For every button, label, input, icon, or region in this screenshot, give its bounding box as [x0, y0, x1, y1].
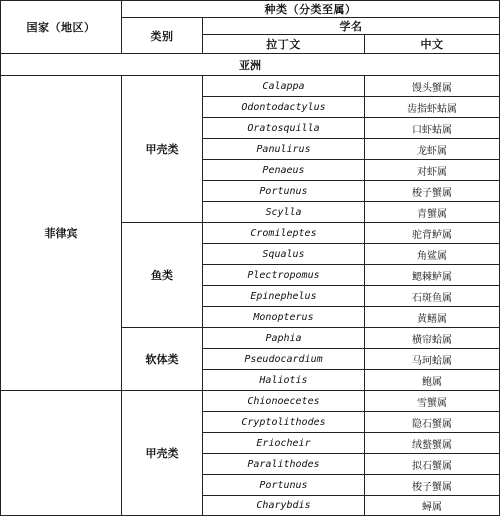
scientific-name-header: 学名: [203, 18, 500, 35]
latin-name-header: 拉丁文: [203, 35, 365, 54]
chinese-name-cell: 鳃棘鲈属: [365, 265, 500, 286]
latin-name-cell: Cryptolithodes: [203, 412, 365, 433]
category-cell: 甲壳类: [122, 391, 203, 516]
latin-name-cell: Oratosquilla: [203, 118, 365, 139]
latin-name-cell: Panulirus: [203, 139, 365, 160]
chinese-name-cell: 黄鳝属: [365, 307, 500, 328]
category-header: 类别: [122, 18, 203, 54]
chinese-name-header: 中文: [365, 35, 500, 54]
latin-name-cell: Portunus: [203, 475, 365, 496]
chinese-name-cell: 梭子蟹属: [365, 181, 500, 202]
latin-name-cell: Haliotis: [203, 370, 365, 391]
latin-name-cell: Monopterus: [203, 307, 365, 328]
chinese-name-cell: 梭子蟹属: [365, 475, 500, 496]
chinese-name-cell: 鲍属: [365, 370, 500, 391]
chinese-name-cell: 青蟹属: [365, 202, 500, 223]
chinese-name-cell: 蟳属: [365, 496, 500, 516]
chinese-name-cell: 横帘蛤属: [365, 328, 500, 349]
chinese-name-cell: 口虾蛄属: [365, 118, 500, 139]
species-classification-header: 种类（分类至属）: [122, 1, 500, 18]
country-region-header: 国家（地区）: [1, 1, 122, 54]
chinese-name-cell: 驼背鲈属: [365, 223, 500, 244]
latin-name-cell: Pseudocardium: [203, 349, 365, 370]
latin-name-cell: Paphia: [203, 328, 365, 349]
category-cell: 鱼类: [122, 223, 203, 328]
chinese-name-cell: 馒头蟹属: [365, 76, 500, 97]
chinese-name-cell: 齿指虾蛄属: [365, 97, 500, 118]
table-row: [1, 391, 500, 412]
country-cell: 菲律宾: [1, 76, 122, 391]
chinese-name-cell: 龙虾属: [365, 139, 500, 160]
chinese-name-cell: 马珂蛤属: [365, 349, 500, 370]
latin-name-cell: Eriocheir: [203, 433, 365, 454]
latin-name-cell: Chionoecetes: [203, 391, 365, 412]
chinese-name-cell: 隐石蟹属: [365, 412, 500, 433]
latin-name-cell: Scylla: [203, 202, 365, 223]
chinese-name-cell: 对虾属: [365, 160, 500, 181]
region-section-label: 亚洲: [1, 54, 500, 76]
chinese-name-cell: 拟石蟹属: [365, 454, 500, 475]
latin-name-cell: Squalus: [203, 244, 365, 265]
chinese-name-cell: 绒螯蟹属: [365, 433, 500, 454]
chinese-name-cell: 雪蟹属: [365, 391, 500, 412]
category-cell: 甲壳类: [122, 76, 203, 223]
category-cell: 软体类: [122, 328, 203, 391]
latin-name-cell: Charybdis: [203, 496, 365, 516]
latin-name-cell: Calappa: [203, 76, 365, 97]
latin-name-cell: Plectropomus: [203, 265, 365, 286]
latin-name-cell: Cromileptes: [203, 223, 365, 244]
chinese-name-cell: 石斑鱼属: [365, 286, 500, 307]
latin-name-cell: Paralithodes: [203, 454, 365, 475]
latin-name-cell: Odontodactylus: [203, 97, 365, 118]
latin-name-cell: Portunus: [203, 181, 365, 202]
table-row: [1, 76, 500, 97]
latin-name-cell: Penaeus: [203, 160, 365, 181]
latin-name-cell: Epinephelus: [203, 286, 365, 307]
chinese-name-cell: 角鲨属: [365, 244, 500, 265]
country-cell: [1, 391, 122, 516]
